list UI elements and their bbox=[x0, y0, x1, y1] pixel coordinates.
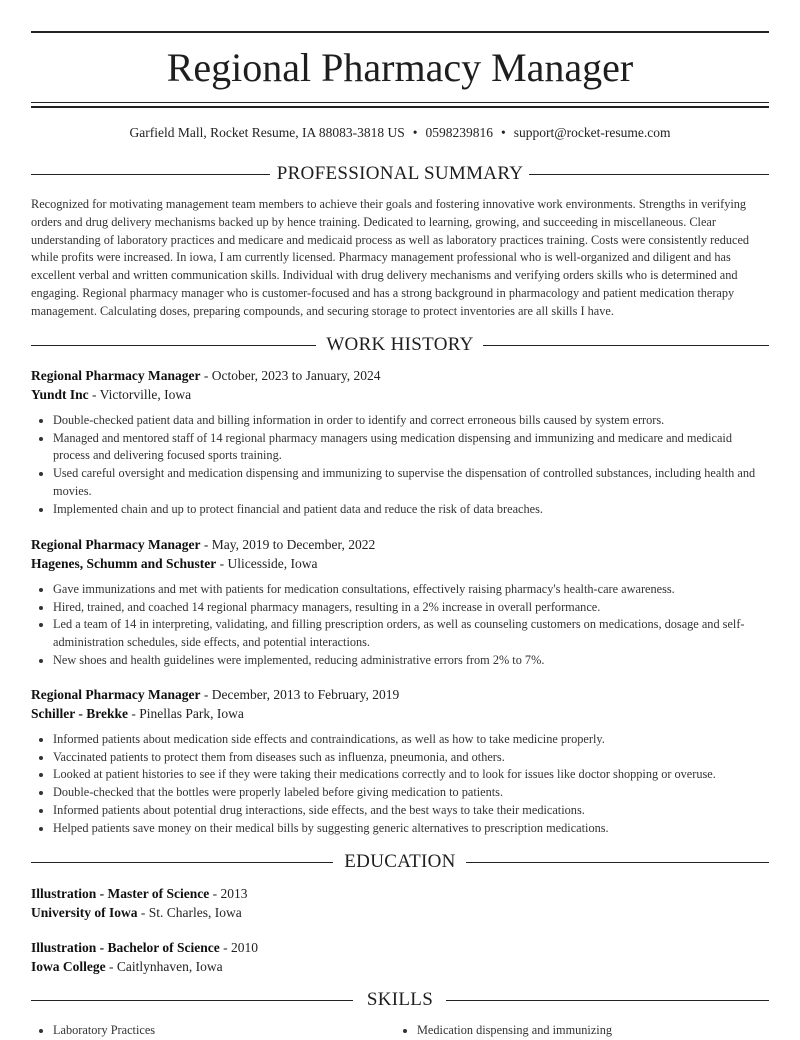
list-item: • Hired, trained, and coached 14 regional pharmacy managers, resulting in a 2% increase in overall performance. bbox=[53, 599, 771, 617]
skills-list-left bbox=[31, 1022, 393, 1040]
list-item: • Led a team of 14 in interpreting, validating, and filling prescription orders, as well as counseling customers on medications, dosage and self-administration schedules, side effects, and potential interactions. bbox=[53, 616, 771, 651]
education-degree: Illustration - Master of Science bbox=[31, 886, 210, 901]
section-title: SKILLS bbox=[366, 989, 434, 1010]
job-location: - Ulicesside, Iowa bbox=[216, 556, 318, 571]
section-header-work bbox=[31, 334, 769, 356]
list-item: • Managed and mentored staff of 14 regional pharmacy managers using medication dispensing and immunizing and medicare and medicaid process and delivering focused sports training. bbox=[53, 430, 771, 465]
list-item: • Implemented chain and up to protect financial and patient data and reduce the risk of data breaches. bbox=[53, 501, 771, 519]
list-item: • Looked at patient histories to see if they were taking their medications correctly and to look for issues like doctor shopping or overuse. bbox=[53, 766, 771, 784]
job-title-line bbox=[31, 686, 399, 704]
section-header-summary bbox=[31, 163, 769, 185]
education-school: Iowa College bbox=[31, 959, 106, 974]
page-title: Regional Pharmacy Manager bbox=[166, 45, 634, 90]
section-title: PROFESSIONAL SUMMARY bbox=[276, 163, 524, 184]
education-school-line bbox=[31, 904, 242, 922]
job-bullets bbox=[31, 731, 771, 837]
job-dates: - May, 2019 to December, 2022 bbox=[200, 537, 376, 552]
section-title: WORK HISTORY bbox=[326, 334, 474, 355]
list-item: • Informed patients about medication side effects and contraindications, as well as how to take medicine properly. bbox=[53, 731, 771, 749]
education-degree: Illustration - Bachelor of Science bbox=[31, 940, 220, 955]
job-title: Regional Pharmacy Manager bbox=[31, 368, 201, 383]
title-rule-lower bbox=[31, 106, 769, 108]
contact-address: Garfield Mall, Rocket Resume, IA 88083-3818 US bbox=[129, 125, 405, 140]
job-company: Hagenes, Schumm and Schuster bbox=[31, 556, 217, 571]
job-title: Regional Pharmacy Manager bbox=[31, 537, 201, 552]
top-rule bbox=[31, 31, 769, 33]
job-title-line bbox=[31, 367, 381, 385]
contact-email: support@rocket-resume.com bbox=[513, 125, 671, 140]
contact-line bbox=[0, 124, 800, 142]
skill-item: • Medication dispensing and immunizing bbox=[417, 1022, 787, 1040]
job-company-line bbox=[31, 705, 244, 723]
title-rule-upper bbox=[31, 102, 769, 103]
section-title: EDUCATION bbox=[344, 851, 456, 872]
education-location: - Caitlynhaven, Iowa bbox=[105, 959, 223, 974]
list-item: • Double-checked that the bottles were properly labeled before giving medication to patients. bbox=[53, 784, 771, 802]
list-item: • Vaccinated patients to protect them from diseases such as influenza, pneumonia, and others. bbox=[53, 749, 771, 767]
job-company-line bbox=[31, 555, 318, 573]
skill-item: • Laboratory Practices bbox=[53, 1022, 393, 1040]
job-title-line bbox=[31, 536, 375, 554]
job-company-line bbox=[31, 386, 191, 404]
education-school-line bbox=[31, 958, 223, 976]
contact-separator: • bbox=[500, 125, 506, 140]
section-header-education bbox=[31, 851, 769, 873]
list-item: • New shoes and health guidelines were implemented, reducing administrative errors from 2% to 7%. bbox=[53, 652, 771, 670]
contact-phone: 0598239816 bbox=[425, 125, 493, 140]
list-item: • Helped patients save money on their medical bills by suggesting generic alternatives to prescription medications. bbox=[53, 820, 771, 838]
job-title: Regional Pharmacy Manager bbox=[31, 687, 201, 702]
job-location: - Pinellas Park, Iowa bbox=[128, 706, 244, 721]
job-bullets bbox=[31, 412, 771, 518]
list-item: • Informed patients about potential drug interactions, side effects, and the best ways to take their medications. bbox=[53, 802, 771, 820]
job-dates: - October, 2023 to January, 2024 bbox=[200, 368, 381, 383]
list-item: • Gave immunizations and met with patients for medication consultations, effectively raising pharmacy's health-care awareness. bbox=[53, 581, 771, 599]
education-location: - St. Charles, Iowa bbox=[137, 905, 242, 920]
education-degree-line bbox=[31, 939, 258, 957]
education-year: - 2013 bbox=[209, 886, 248, 901]
contact-separator: • bbox=[412, 125, 418, 140]
summary-text: Recognized for motivating management team members to achieve their goals and fostering innovative work environments. Strengths in verifying orders and drug delivery mechanisms backed up by hence training. Dedicated to learning, growing, and succeeding in miscellaneous. Clear understanding of laboratory practices and medicare and medicaid process as well as laboratory practices training. Costs were consistently reduced while profits were increased. In iowa, I am currently licensed. Pharmacy management professional who is well-organized and diligent and has excellent verbal and written communication skills. Individual with drug delivery mechanisms and verifying orders skills who is determined and engaging. Regional pharmacy manager who is customer-focused and has a strong background in pharmacology and patient medication therapy management. Calculating doses, preparing compounds, and securing storage to protect inventories are all skills I have. bbox=[31, 197, 750, 318]
job-company: Yundt Inc bbox=[31, 387, 89, 402]
skills-list-right bbox=[395, 1022, 787, 1040]
education-school: University of Iowa bbox=[31, 905, 138, 920]
job-company: Schiller - Brekke bbox=[31, 706, 128, 721]
job-bullets bbox=[31, 581, 771, 670]
list-item: • Used careful oversight and medication dispensing and immunizing to supervise the dispensation of controlled substances, including health and movies. bbox=[53, 465, 771, 500]
list-item: • Double-checked patient data and billing information in order to identify and correct erroneous bills caused by system errors. bbox=[53, 412, 771, 430]
education-year: - 2010 bbox=[219, 940, 258, 955]
education-degree-line bbox=[31, 885, 247, 903]
section-header-skills bbox=[31, 989, 769, 1011]
job-location: - Victorville, Iowa bbox=[88, 387, 192, 402]
job-dates: - December, 2013 to February, 2019 bbox=[200, 687, 400, 702]
